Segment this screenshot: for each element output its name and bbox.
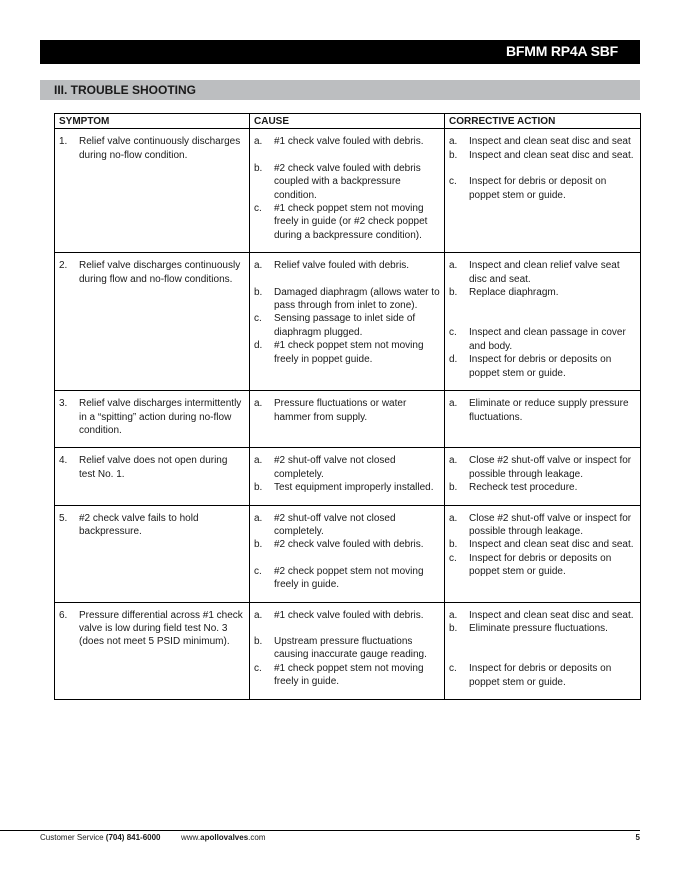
action-item [449,286,636,299]
action-label: a. [449,398,458,410]
cause-label: b. [254,539,263,551]
customer-service-label: Customer Service [40,833,106,842]
table-header-row [55,114,641,129]
cause-item [254,454,440,481]
cause-text: Relief valve fouled with debris. [274,260,410,272]
cause-cell [250,602,445,700]
action-item [449,481,636,494]
action-item [449,397,636,424]
footer-website-link[interactable] [181,833,266,842]
header-symptom: SYMPTOM [55,114,250,129]
action-cell [445,602,641,700]
symptom-number: 5. [59,512,68,524]
cause-item [254,565,440,592]
action-text: Inspect for debris or deposits on poppet stem or guide. [469,354,612,379]
cause-item [254,259,440,272]
cause-label: b. [254,635,263,647]
action-label: a. [449,136,458,148]
action-label: c. [449,663,457,675]
action-item [449,622,636,635]
table-row [55,129,641,253]
cause-text: #1 check valve fouled with debris. [274,609,424,621]
cause-label: c. [254,565,262,577]
table-row [55,253,641,391]
action-text: Inspect for debris or deposit on poppet stem or guide. [469,176,607,201]
action-label: a. [449,260,458,272]
symptom-text: Pressure differential across #1 check valve is low during field test No. 3 (does not meet 5 PSID minimum). [79,609,243,648]
cause-label: b. [254,482,263,494]
action-label: a. [449,512,458,524]
symptom-cell [55,391,250,448]
action-cell [445,253,641,391]
cause-label: c. [254,662,262,674]
action-label: c. [449,552,457,564]
cause-label: c. [254,313,262,325]
header-bar [40,40,640,64]
symptom-cell [55,448,250,505]
symptom-item [59,454,245,481]
cause-text: #2 check valve fouled with debris coupled with a backpressure condition. [274,162,421,201]
footer-divider [0,830,640,831]
cause-cell [250,448,445,505]
cause-text: Damaged diaphragm (allows water to pass through from inlet to zone). [274,286,440,312]
action-label: b. [449,149,458,161]
cause-text: #2 check poppet stem not moving freely in guide. [274,565,424,591]
action-item [449,538,636,551]
cause-text: Pressure fluctuations or water hammer from supply. [274,398,407,423]
cause-item [254,286,440,313]
cause-text: Upstream pressure fluctuations causing inaccurate gauge reading. [274,635,427,661]
action-cell [445,448,641,505]
customer-service-phone: (704) 841-6000 [105,833,161,842]
symptom-cell [55,129,250,253]
cause-item [254,538,440,551]
symptom-text: Relief valve continuously discharges during no-flow condition. [79,136,241,161]
cause-item [254,135,440,148]
action-label: b. [449,622,458,634]
action-text: Recheck test procedure. [469,482,578,494]
action-cell [445,391,641,448]
symptom-item [59,512,245,539]
cause-cell [250,505,445,602]
section-bar [40,80,640,100]
cause-text: #1 check poppet stem not moving freely in poppet guide. [274,340,424,365]
cause-item [254,635,440,662]
symptom-number: 6. [59,609,68,621]
action-item [449,609,636,622]
symptom-item [59,135,245,162]
website-name: apollovalves [200,833,249,842]
cause-item [254,162,440,202]
symptom-cell [55,253,250,391]
action-item [449,512,636,539]
action-text: Inspect for debris or deposits on poppet stem or guide. [469,552,612,578]
action-label: b. [449,539,458,551]
cause-label: a. [254,136,263,148]
page-number: 5 [635,833,640,842]
table-row [55,505,641,602]
cause-text: #2 check valve fouled with debris. [274,539,424,551]
action-text: Close #2 shut-off valve or inspect for possible through leakage. [469,455,632,480]
cause-cell [250,253,445,391]
header-cause: CAUSE [250,114,445,129]
symptom-text: Relief valve discharges intermittently in a “spitting” action during no-flow condition. [79,398,242,436]
action-label: c. [449,176,457,188]
symptom-item [59,397,245,437]
action-label: b. [449,287,458,299]
action-item [449,135,636,148]
symptom-text: Relief valve discharges continuously during flow and no-flow conditions. [79,260,241,285]
cause-item [254,662,440,689]
table-row [55,448,641,505]
action-item [449,259,636,286]
website-suffix: .com [248,833,266,842]
symptom-text: Relief valve does not open during test No. 1. [79,455,228,480]
action-text: Inspect and clean passage in cover and body. [469,327,626,352]
action-text: Inspect and clean seat disc and seat. [469,149,634,161]
cause-text: #2 shut-off valve not closed completely. [274,512,396,537]
cause-item [254,202,440,242]
action-text: Eliminate pressure fluctuations. [469,622,608,634]
cause-item [254,609,440,622]
cause-text: Test equipment improperly installed. [274,482,434,494]
cause-item [254,512,440,539]
action-item [449,175,636,202]
cause-text: #1 check poppet stem not moving freely in guide (or #2 check poppet during a backpressure condition). [274,203,428,241]
action-text: Inspect for debris or deposits on poppet stem or guide. [469,663,612,688]
cause-item [254,397,440,424]
action-item [449,662,636,689]
action-item [449,326,636,353]
cause-text: #2 shut-off valve not closed completely. [274,455,396,480]
cause-label: a. [254,398,263,410]
cause-text: #1 check poppet stem not moving freely in guide. [274,662,424,688]
action-item [449,353,636,380]
action-text: Eliminate or reduce supply pressure fluctuations. [469,398,629,423]
symptom-text: #2 check valve fails to hold backpressure. [79,512,199,537]
table-row [55,602,641,700]
cause-item [254,481,440,494]
symptom-cell [55,505,250,602]
action-text: Inspect and clean seat disc and seat. [469,539,634,551]
symptom-item [59,609,245,649]
action-text: Replace diaphragm. [469,287,559,299]
cause-cell [250,391,445,448]
section-title: III. TROUBLE SHOOTING [54,83,197,97]
header-corrective-action: CORRECTIVE ACTION [445,114,641,129]
symptom-item [59,259,245,286]
action-text: Inspect and clean seat disc and seat [469,136,631,148]
cause-item [254,312,440,339]
action-text: Close #2 shut-off valve or inspect for possible through leakage. [469,512,632,537]
cause-cell [250,129,445,253]
action-item [449,454,636,481]
symptom-cell [55,602,250,700]
cause-label: b. [254,286,263,298]
cause-text: #1 check valve fouled with debris. [274,136,424,148]
action-label: b. [449,482,458,494]
action-label: d. [449,354,458,366]
action-text: Inspect and clean seat disc and seat. [469,609,634,621]
troubleshooting-table [54,113,641,700]
cause-label: a. [254,512,263,524]
cause-label: b. [254,162,263,174]
cause-label: a. [254,609,263,621]
symptom-number: 3. [59,398,68,410]
document-title: BFMM RP4A SBF [506,43,618,59]
action-label: a. [449,609,458,621]
website-prefix: www. [181,833,201,842]
cause-label: d. [254,340,263,352]
symptom-number: 4. [59,455,68,467]
footer-customer-service [40,833,161,842]
cause-label: a. [254,260,263,272]
action-cell [445,505,641,602]
cause-text: Sensing passage to inlet side of diaphragm plugged. [274,313,416,338]
symptom-number: 1. [59,136,68,148]
table-row [55,391,641,448]
action-item [449,149,636,162]
action-cell [445,129,641,253]
cause-label: a. [254,455,263,467]
symptom-number: 2. [59,260,68,272]
action-label: c. [449,327,457,339]
cause-item [254,339,440,366]
action-text: Inspect and clean relief valve seat disc and seat. [469,260,620,285]
action-item [449,552,636,579]
action-label: a. [449,455,458,467]
cause-label: c. [254,203,262,215]
